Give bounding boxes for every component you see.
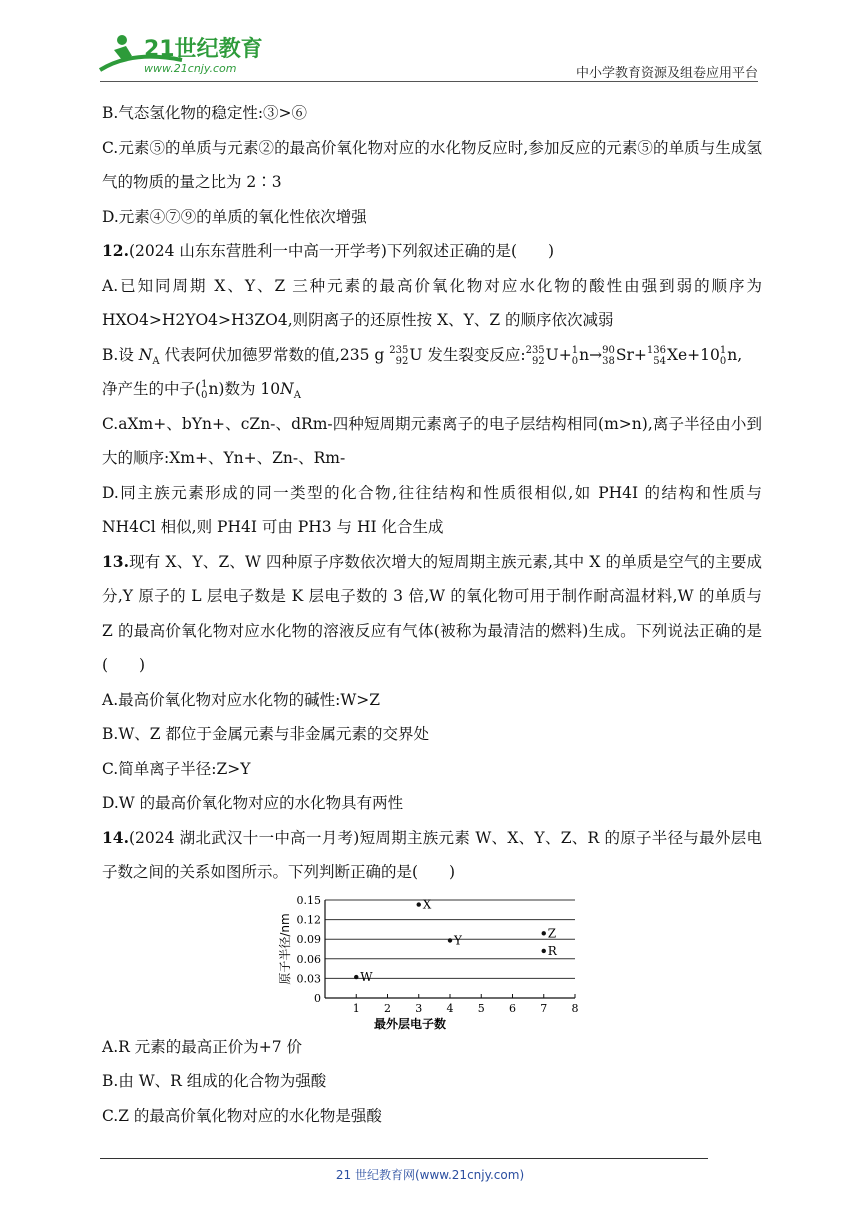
x-tick-label: 2 (384, 1001, 391, 1015)
point-z (542, 931, 546, 935)
q11-option-b: B.气态氢化物的稳定性:③>⑥ (102, 104, 308, 122)
q12-option-a: A.已知同周期 X、Y、Z 三种元素的最高价氧化物对应水化物的酸性由强到弱的顺序为 HXO4>H2YO4>H3ZO4,则阴离子的还原性按 X、Y、Z 的顺序依次减弱 (102, 276, 762, 329)
q13-stem (102, 545, 762, 683)
logo-url: www.21cnjy.com (144, 62, 237, 75)
point-label-w: W (360, 969, 373, 984)
q14-chart (102, 890, 762, 1030)
eq-sr90: 90 38 (602, 344, 615, 367)
y-tick-label: 0.06 (296, 952, 321, 966)
q14-stem (102, 821, 762, 890)
neutron-nuclide: 1 0 (201, 379, 208, 401)
eq-n1: 1 0 (571, 344, 579, 367)
y-tick-label: 0.03 (296, 971, 321, 985)
u235-nuclide: 235 92 (389, 344, 409, 367)
q12-option-b-line2: 净产生的中子( 1 0 n)数为 $10N_A$ (102, 379, 301, 402)
header-divider (100, 81, 758, 82)
atomic-radius-chart (102, 890, 762, 1030)
q12-b-na: N (138, 345, 153, 364)
q12-option-c: C.aXm+、bYn+、cZn-、dRm-四种短周期元素离子的电子层结构相同(m>n),离子半径由小到大的顺序:Xm+、Yn+、Zn-、Rm- (102, 414, 762, 467)
q11-option-d: D.元素④⑦⑨的单质的氧化性依次增强 (102, 207, 367, 226)
q14-number: 14. (102, 827, 129, 847)
q13-option-b: B.W、Z 都位于金属元素与非金属元素的交界处 (102, 725, 429, 743)
point-r (542, 948, 546, 952)
q12-b-line2-post: n)数为 10 (208, 380, 281, 398)
q13-stem-text: 现有 X、Y、Z、W 四种原子序数依次增大的短周期主族元素,其中 X 的单质是空气的主要成分,Y 原子的 L 层电子数是 K 层电子数的 3 倍,W 的氧化物可用于制作耐高温材料,W 的单质与 Z 的最高价氧化物对应水化物的溶液反应有气体(被称为最清洁的燃料)生成。下列说法正确的是( ) (102, 552, 762, 674)
footer-text: 21 世纪教育网(www.21cnjy.com) (335, 1168, 525, 1182)
x-tick-label: 8 (571, 1001, 579, 1015)
platform-name: 中小学教育资源及组卷应用平台 (575, 66, 758, 81)
q12-b-na-sub: A (152, 355, 160, 367)
q13-option-d: D.W 的最高价氧化物对应的水化物具有两性 (102, 794, 404, 812)
q14-option-b: B.由 W、R 组成的化合物为强酸 (102, 1072, 327, 1090)
x-tick-label: 6 (509, 1001, 516, 1015)
y-tick-label: 0 (314, 991, 321, 1005)
q13-number: 13. (102, 551, 129, 571)
q14-option-a: A.R 元素的最高正价为+7 价 (102, 1037, 302, 1056)
eq-u235: 235 92 (525, 344, 545, 367)
q12-b-mid: 代表阿伏加德罗常数的值,235 g (159, 345, 390, 364)
point-label-z: Z (547, 925, 557, 940)
q12-b-line2-pre: 净产生的中子( (102, 380, 202, 398)
q11-option-c: C.元素⑤的单质与元素②的最高价氧化物对应的水化物反应时,参加反应的元素⑤的单质与生成氢气的物质的量之比为 2∶3 (102, 138, 762, 191)
q14-option-c: C.Z 的最高价氧化物对应的水化物是强酸 (102, 1106, 382, 1125)
logo-21cnjy (92, 30, 282, 80)
x-tick-label: 1 (352, 1001, 360, 1015)
footer-divider (100, 1158, 708, 1159)
x-tick-label: 5 (477, 1001, 485, 1015)
q14-stem-text: (2024 湖北武汉十一中高一月考)短周期主族元素 W、X、Y、Z、R 的原子半径与最外层电子数之间的关系如图所示。下列判断正确的是( ) (102, 828, 762, 881)
q12-option-d: D.同主族元素形成的同一类型的化合物,往往结构和性质很相似,如 PH4I 的结构和性质与 NH4Cl 相似,则 PH4I 可由 PH3 与 HI 化合生成 (102, 483, 762, 536)
y-tick-label: 0.15 (296, 893, 321, 907)
x-axis-label: 最外层电子数 (373, 1016, 447, 1030)
point-label-x: X (422, 897, 432, 912)
q12-b-pre: B.设 (102, 345, 139, 364)
point-w (354, 974, 358, 978)
point-label-y: Y (454, 933, 462, 948)
q12-option-b: B.设 $N_A$ 代表阿伏加德罗常数的值,235 g 235 92 U 发生裂变反应: 235 92 U+ 1 0 n→ 90 38 Sr+ 136 54 Xe+10 1 0 n, (102, 344, 743, 367)
eq-n2: 1 0 (719, 344, 727, 367)
q12-b-eq-label: U 发生裂变反应: (409, 345, 526, 364)
q12-stem (102, 234, 762, 269)
q13-option-a: A.最高价氧化物对应水化物的碱性:W>Z (102, 690, 381, 709)
q13-option-c: C.简单离子半径:Z>Y (102, 759, 251, 778)
y-axis-label: 原子半径/nm (278, 912, 292, 985)
eq-xe136: 136 54 (646, 344, 666, 367)
x-tick-label: 7 (540, 1001, 548, 1015)
question-content (102, 96, 762, 1133)
point-y (448, 938, 452, 942)
q12-number: 12. (102, 241, 129, 260)
point-x (417, 902, 421, 906)
page-header (0, 0, 860, 84)
logo-text: 21世纪教育 (144, 37, 263, 62)
y-tick-label: 0.09 (296, 932, 321, 946)
x-tick-label: 4 (446, 1001, 454, 1015)
q12-stem-text: (2024 山东东营胜利一中高一开学考)下列叙述正确的是( ) (128, 242, 555, 260)
x-tick-label: 3 (415, 1001, 423, 1015)
y-tick-label: 0.12 (296, 913, 321, 927)
point-label-r: R (547, 943, 557, 958)
